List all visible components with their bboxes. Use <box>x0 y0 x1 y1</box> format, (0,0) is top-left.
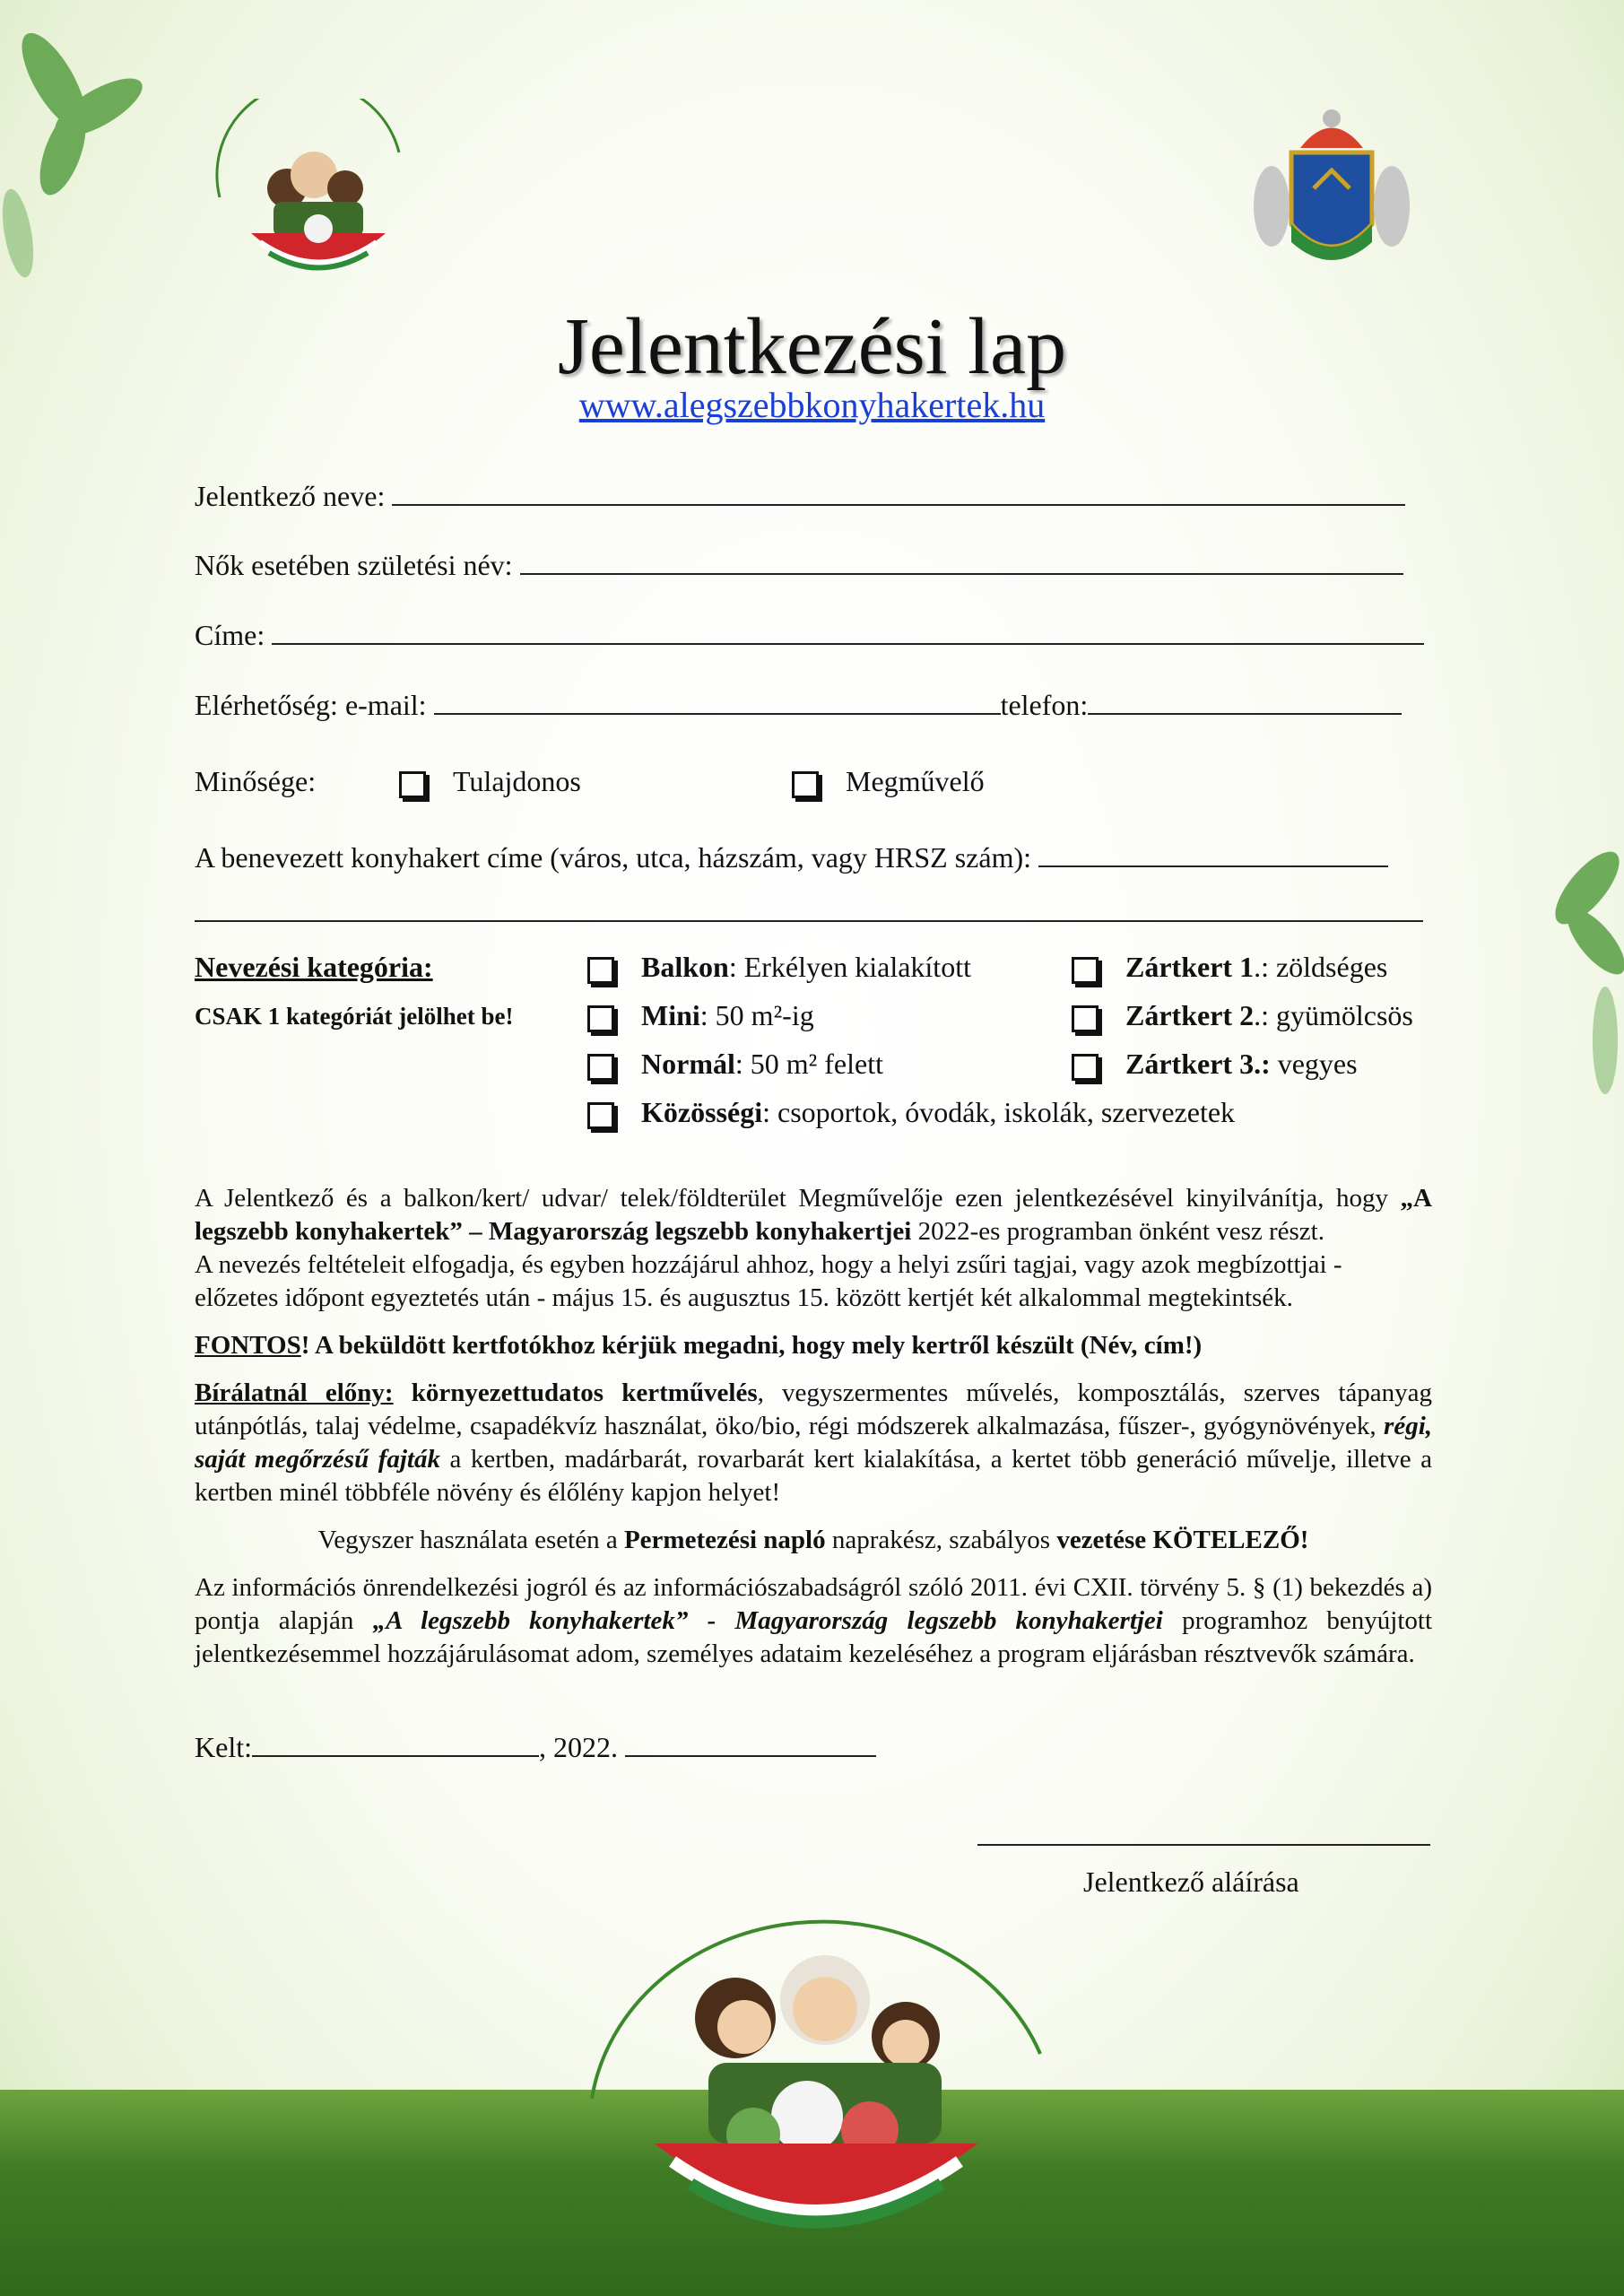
program-logo-top <box>202 99 417 278</box>
signature-label: Jelentkező aláírása <box>1083 1866 1299 1898</box>
category-zartkert-1[interactable]: Zártkert 1.: zöldséges <box>1072 951 1387 984</box>
checkbox-icon[interactable] <box>587 1005 614 1032</box>
category-balkon[interactable]: Balkon: Erkélyen kialakított <box>587 951 971 984</box>
category-zartkert-2[interactable]: Zártkert 2.: gyümölcsös <box>1072 999 1413 1032</box>
quality-label: Minősége: <box>195 765 317 797</box>
address-label: Címe: <box>195 619 265 651</box>
place-input-line[interactable] <box>252 1732 539 1757</box>
garden-address-label: A benevezett konyhakert címe (város, utca, házszám, vagy HRSZ szám): <box>195 841 1031 874</box>
declaration-paragraph: A Jelentkező és a balkon/kert/ udvar/ telek/földterület Megművelője ezen jelentkezésével kinyilvánítja, hogy „A legszebb konyhakertek” – Magyarország legszebb konyhakertjei 2022-es programban önként vesz részt. <box>195 1184 1432 1246</box>
category-normal[interactable]: Normál: 50 m² felett <box>587 1048 883 1081</box>
conditions-paragraph: A nevezés feltételeit elfogadja, és egyben hozzájárul ahhoz, hogy a helyi zsűri tagjai, vagy azok megbízottjai - előzetes időpont egyeztetés után - május 15. és augusztus 15. között kertjét két alkalommal megtekintsék. <box>195 1250 1342 1312</box>
checkbox-icon[interactable] <box>587 957 614 984</box>
leaf-decoration-right <box>1507 843 1624 1112</box>
signature-line[interactable] <box>977 1821 1430 1846</box>
checkbox-cultivator[interactable]: Megművelő <box>792 765 985 797</box>
category-zartkert-3[interactable]: Zártkert 3.: vegyes <box>1072 1048 1358 1081</box>
date-input-line[interactable] <box>625 1732 876 1757</box>
name-label: Jelentkező neve: <box>195 480 386 512</box>
name-field[interactable] <box>195 480 1405 513</box>
quality-field <box>195 765 985 798</box>
privacy-paragraph: Az információs önrendelkezési jogról és az információszabadságról szóló 2011. évi CXII. törvény 5. § (1) bekezdés a) pontja alapján „A legszebb konyhakertek” - Magyarország legszebb konyhakertjei programhoz benyújtott jelentkezésemmel hozzájárulásomat adom, személyes adataim kezeléséhez a program eljárásban résztvevők számára. <box>195 1573 1433 1668</box>
kelt-label: Kelt: <box>195 1731 252 1763</box>
website-link[interactable]: www.alegszebbkonyhakertek.hu <box>578 385 1046 425</box>
address-input-line[interactable] <box>272 620 1424 645</box>
body-text <box>195 1182 1432 1685</box>
maiden-name-input-line[interactable] <box>520 550 1403 575</box>
email-label: Elérhetőség: e-mail: <box>195 689 427 721</box>
important-note: FONTOS! A beküldött kertfotókhoz kérjük megadni, hogy mely kertről készült (Név, cím!) <box>195 1331 1203 1360</box>
checkbox-icon[interactable] <box>587 1102 614 1129</box>
category-mini[interactable]: Mini: 50 m²-ig <box>587 999 814 1032</box>
garden-address-input-line[interactable] <box>1038 842 1388 867</box>
phone-label: telefon: <box>1000 689 1089 721</box>
checkbox-icon[interactable] <box>399 771 426 798</box>
category-kozossegi[interactable]: Közösségi: csoportok, óvodák, iskolák, szervezetek <box>587 1096 1235 1129</box>
checkbox-icon[interactable] <box>587 1054 614 1081</box>
garden-address-field[interactable] <box>195 841 1388 874</box>
date-field[interactable] <box>195 1731 876 1764</box>
checkbox-owner[interactable]: Tulajdonos <box>399 765 785 798</box>
category-heading: Nevezési kategória: <box>195 951 433 983</box>
pesticide-note: Vegyszer használata esetén a Permetezési napló naprakész, szabályos vezetése KÖTELEZŐ! <box>317 1526 1309 1554</box>
name-input-line[interactable] <box>392 481 1405 506</box>
maiden-name-label: Nők esetében születési név: <box>195 549 513 581</box>
page-title: Jelentkezési lap <box>557 302 1067 391</box>
phone-input-line[interactable] <box>1088 690 1402 715</box>
coat-of-arms <box>1238 99 1426 287</box>
checkbox-icon[interactable] <box>1072 957 1099 984</box>
program-logo-bottom <box>556 1892 1076 2269</box>
email-input-line[interactable] <box>434 690 1001 715</box>
advantage-paragraph: Bírálatnál előny: környezettudatos kertművelés, vegyszermentes művelés, komposztálás, szerves tápanyag utánpótlás, talaj védelme, csapadékvíz használat, öko/bio, régi módszerek alkalmazása, fűszer-, gyógynövények, régi, saját megőrzésű fajták a kertben, madárbarát, rovarbarát kert kialakítása, a kertet több generáció művelje, illetve a kertben minél többféle növény és élőlény kapjon helyet! <box>195 1378 1432 1507</box>
checkbox-icon[interactable] <box>1072 1005 1099 1032</box>
category-note: CSAK 1 kategóriát jelölhet be! <box>195 1003 514 1030</box>
address-field[interactable] <box>195 619 1424 652</box>
contact-field[interactable] <box>195 689 1402 722</box>
leaf-decoration-top-left <box>0 27 179 296</box>
maiden-name-field[interactable] <box>195 549 1403 582</box>
checkbox-icon[interactable] <box>1072 1054 1099 1081</box>
checkbox-icon[interactable] <box>792 771 819 798</box>
garden-address-input-line-2[interactable] <box>195 897 1423 922</box>
year-label: , 2022. <box>538 1731 618 1763</box>
